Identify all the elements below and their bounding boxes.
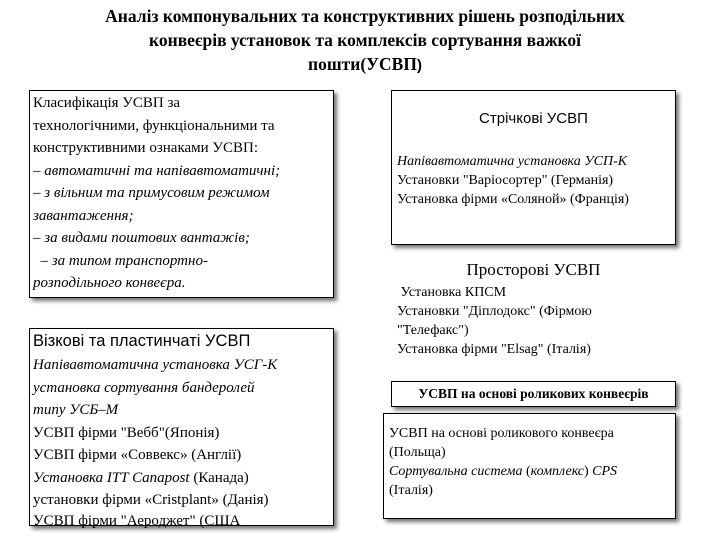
spatial-heading: Просторові УСВП: [466, 260, 601, 279]
bogie-line: УСВП фірми "Вебб"(Японія): [33, 425, 220, 441]
title-line-3-paren: ): [416, 57, 422, 74]
roller-line: Сортувальна система (комплекс) CPS: [389, 464, 618, 479]
spatial-line: "Телефакс"): [397, 323, 469, 338]
bogie-line: Установка ITT Canapost (Канада): [33, 470, 249, 486]
classification-line: розподільного конвеєра.: [33, 275, 186, 291]
belt-heading: Стрічкові УСВП: [479, 110, 588, 127]
spatial-line: Установка фірми "Elsag" (Італія): [397, 342, 591, 357]
belt-line: Установки "Варіосортер" (Германія): [397, 173, 614, 188]
roller-line-italic: Сортувальна система: [389, 464, 523, 479]
spatial-line: Установка КПСМ: [397, 285, 507, 300]
title-line-3: [40, 52, 690, 78]
title-line-3-main: пошти(УСВП: [308, 54, 417, 74]
roller-line-italic: комплекс: [530, 464, 584, 479]
roller-line: (Італія): [389, 483, 433, 498]
bogie-heading: Візкові та пластинчаті УСВП: [33, 332, 251, 350]
classification-line: Класифікація УСВП за: [33, 95, 181, 111]
roller-line: (Польща): [389, 445, 446, 460]
classification-line: – автоматичні та напівавтоматичні;: [33, 163, 281, 179]
classification-line: – за типом транспортно-: [33, 253, 208, 269]
roller-heading: УСВП на основі роликових конвеєрів: [418, 386, 649, 401]
classification-line: конструктивними ознаками УСВП:: [33, 140, 259, 156]
bogie-line: УСВП фірми "Аероджет" (США: [33, 513, 241, 529]
spatial-line: Установки "Діплодокс" (Фірмою: [397, 304, 592, 319]
bogie-line: типу УСБ–М: [33, 402, 119, 418]
bogie-line: установка сортування бандеролей: [33, 380, 255, 396]
bogie-line-italic: Установка ITT Canapost: [33, 470, 190, 486]
classification-line: технологічними, функціональними та: [33, 118, 275, 134]
bogie-line: Напівавтоматична установка УСГ-К: [33, 357, 278, 373]
page-title: [40, 4, 690, 78]
bogie-line: установки фірми «Cristplant» (Данія): [33, 492, 269, 508]
classification-line: завантаження;: [33, 208, 134, 224]
title-line-2: конвеєрів установок та комплексів сортування важкої: [149, 30, 581, 50]
roller-line-italic: CPS: [592, 464, 618, 479]
title-line-1: Аналіз компонувальних та конструктивних рішень розподільних: [105, 6, 625, 26]
classification-line: – з вільним та примусовим режимом: [33, 185, 270, 201]
belt-line: Напівавтоматична установка УСП-К: [397, 154, 628, 169]
belt-line: Установка фірми «Соляной» (Франція): [397, 192, 629, 207]
classification-line: – за видами поштових вантажів;: [33, 230, 250, 246]
bogie-line: УСВП фірми «Соввекс» (Англії): [33, 447, 242, 463]
roller-line: УСВП на основі роликового конвеєра: [389, 426, 614, 441]
